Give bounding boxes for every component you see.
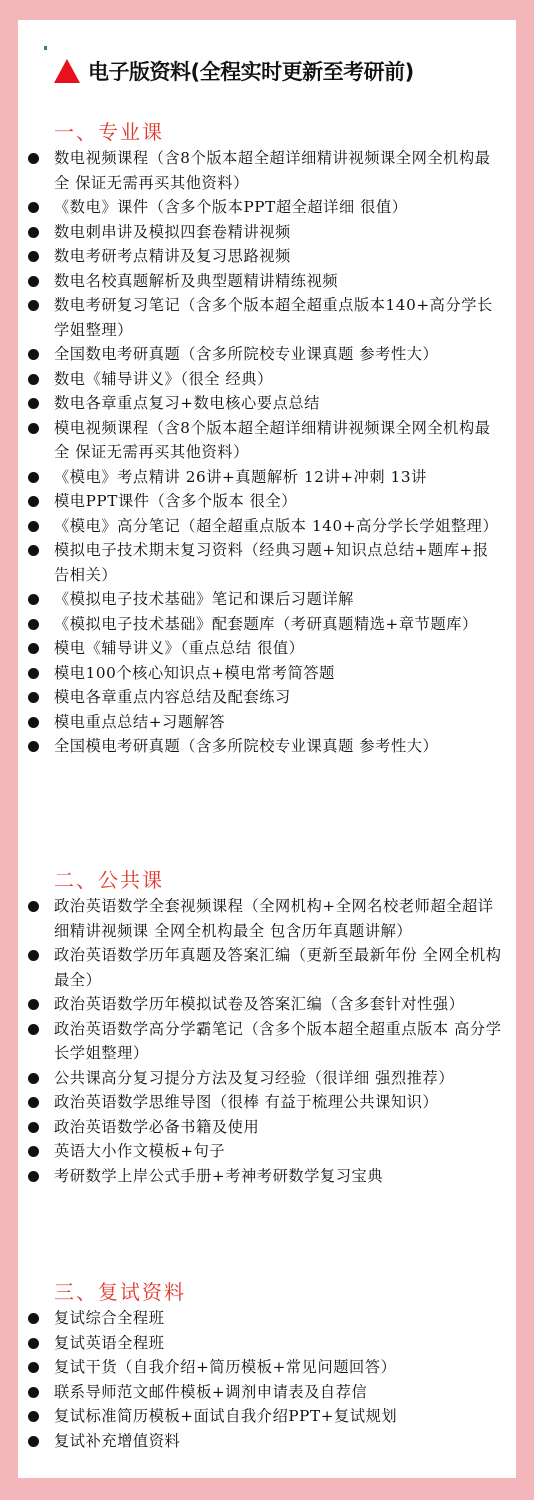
list-item-text: 政治英语数学全套视频课程（全网机构+全网名校老师超全超详细精讲视频课 全网全机构最全 包含历年真题讲解）	[54, 897, 494, 940]
list-item-text: 复试综合全程班	[54, 1309, 165, 1327]
section-public	[18, 866, 516, 1188]
bullet-dot-icon	[28, 202, 39, 213]
list-item-text: 数电刺串讲及模拟四套卷精讲视频	[54, 222, 291, 241]
bullet-dot-icon	[28, 1024, 39, 1035]
bullet-dot-icon	[28, 1362, 39, 1373]
list-item-text: 数电各章重点复习+数电核心要点总结	[54, 394, 320, 412]
list-item	[18, 416, 516, 465]
list-item-text: 数电《辅导讲义》（很全 经典）	[54, 369, 273, 388]
bullet-dot-icon	[28, 1146, 39, 1157]
list-item	[18, 1355, 516, 1380]
bullet-dot-icon	[28, 741, 39, 752]
bullet-dot-icon	[28, 1122, 39, 1133]
list-item	[18, 1066, 516, 1091]
list-item	[18, 1164, 516, 1189]
bullet-dot-icon	[28, 692, 39, 703]
list-item	[18, 391, 516, 416]
bullet-dot-icon	[28, 950, 39, 961]
list-item-text: 政治英语数学必备书籍及使用	[54, 1117, 260, 1136]
list-item-text: 全国模电考研真题（含多所院校专业课真题 参考性大）	[54, 737, 439, 755]
list-item-text: 《模电》高分笔记（超全超重点版本 140+高分学长学姐整理）	[54, 516, 499, 535]
bullet-dot-icon	[28, 901, 39, 912]
bullet-dot-icon	[28, 251, 39, 262]
list-item	[18, 1139, 516, 1164]
list-item-text: 模电《辅导讲义》（重点总结 很值）	[54, 639, 305, 657]
list-item	[18, 612, 516, 637]
list-item-text: 复试标准简历模板+面试自我介绍PPT+复试规划	[54, 1407, 398, 1425]
list-item	[18, 734, 516, 759]
bullet-dot-icon	[28, 227, 39, 238]
list-item	[18, 1331, 516, 1356]
list-item-text: 全国数电考研真题（含多所院校专业课真题 参考性大）	[54, 345, 439, 363]
list-item-text: 政治英语数学历年真题及答案汇编（更新至最新年份 全网全机构最全）	[54, 946, 502, 989]
list-item-text: 政治英语数学历年模拟试卷及答案汇编（含多套针对性强）	[54, 995, 465, 1013]
bullet-dot-icon	[28, 423, 39, 434]
bullet-dot-icon	[28, 496, 39, 507]
list-item	[18, 992, 516, 1017]
list-item	[18, 943, 516, 992]
list-item	[18, 514, 516, 539]
list-item	[18, 1380, 516, 1405]
list-item-text: 数电视频课程（含8个版本超全超详细精讲视频课全网全机构最全 保证无需再买其他资料）	[54, 149, 491, 192]
list-item	[18, 1429, 516, 1454]
list-item-text: 模拟电子技术期末复习资料（经典习题+知识点总结+题库+报告相关）	[54, 541, 489, 584]
list-item	[18, 367, 516, 392]
bullet-dot-icon	[28, 594, 39, 605]
list-item	[18, 1090, 516, 1115]
content-card	[18, 20, 516, 1478]
bullet-dot-icon	[28, 1436, 39, 1447]
bullet-dot-icon	[28, 619, 39, 630]
list-item-text: 数电考研考点精讲及复习思路视频	[54, 247, 291, 265]
list-item-text: 复试英语全程班	[54, 1333, 165, 1352]
list-item-text: 《模拟电子技术基础》笔记和课后习题详解	[54, 590, 354, 608]
bullet-dot-icon	[28, 1097, 39, 1108]
list-item	[18, 244, 516, 269]
bullet-dot-icon	[28, 349, 39, 360]
list-item-text: 《模拟电子技术基础》配套题库（考研真题精选+章节题库）	[54, 614, 478, 633]
bullet-dot-icon	[28, 276, 39, 287]
list-item	[18, 489, 516, 514]
list-item	[18, 710, 516, 735]
list-item	[18, 293, 516, 342]
list-item	[18, 661, 516, 686]
list-item-text: 英语大小作文模板+句子	[54, 1142, 226, 1160]
bullet-dot-icon	[28, 374, 39, 385]
bullet-dot-icon	[28, 999, 39, 1010]
list-item-text: 联系导师范文邮件模板+调剂申请表及自荐信	[54, 1382, 368, 1401]
bullet-dot-icon	[28, 1411, 39, 1422]
list-item	[18, 342, 516, 367]
bullet-dot-icon	[28, 1313, 39, 1324]
list-item-text: 数电考研复习笔记（含多个版本超全超重点版本140+高分学长学姐整理）	[54, 296, 493, 339]
bullet-dot-icon	[28, 153, 39, 164]
bullet-dot-icon	[28, 300, 39, 311]
bullet-dot-icon	[28, 1387, 39, 1398]
item-list	[18, 894, 516, 1188]
list-item	[18, 465, 516, 490]
bullet-dot-icon	[28, 643, 39, 654]
bullet-dot-icon	[28, 1073, 39, 1084]
list-item	[18, 1017, 516, 1066]
list-item	[18, 1306, 516, 1331]
section-heading: 一、专业课	[54, 120, 164, 144]
list-item	[18, 538, 516, 587]
list-item	[18, 685, 516, 710]
list-item-text: 政治英语数学高分学霸笔记（含多个版本超全超重点版本 高分学长学姐整理）	[54, 1019, 502, 1062]
bullet-dot-icon	[28, 1171, 39, 1182]
bullet-dot-icon	[28, 668, 39, 679]
bullet-dot-icon	[28, 1338, 39, 1349]
list-item	[18, 894, 516, 943]
item-list	[18, 1306, 516, 1453]
list-item-text: 模电各章重点内容总结及配套练习	[54, 688, 291, 706]
item-list	[18, 146, 516, 759]
list-item	[18, 1115, 516, 1140]
list-item-text: 模电视频课程（含8个版本超全超详细精讲视频课全网全机构最全 保证无需再买其他资料）	[54, 418, 491, 461]
bullet-dot-icon	[28, 545, 39, 556]
section-heading: 三、复试资料	[54, 1280, 186, 1304]
title-row	[54, 56, 414, 86]
list-item-text: 数电名校真题解析及典型题精讲精练视频	[54, 271, 339, 290]
list-item	[18, 269, 516, 294]
warning-triangle-icon	[54, 59, 80, 83]
list-item-text: 《数电》课件（含多个版本PPT超全超详细 很值）	[54, 198, 408, 216]
list-item-text: 复试干货（自我介绍+简历模板+常见问题回答）	[54, 1358, 397, 1376]
list-item	[18, 636, 516, 661]
list-item-text: 模电100个核心知识点+模电常考简答题	[54, 663, 335, 682]
list-item	[18, 1404, 516, 1429]
list-item-text: 考研数学上岸公式手册+考神考研数学复习宝典	[54, 1166, 384, 1185]
list-item	[18, 220, 516, 245]
list-item-text: 模电PPT课件（含多个版本 很全）	[54, 492, 298, 510]
bullet-dot-icon	[28, 521, 39, 532]
page-title: 电子版资料(全程实时更新至考研前)	[88, 60, 414, 84]
section-major	[18, 118, 516, 759]
section-retest	[18, 1278, 516, 1453]
list-item	[18, 195, 516, 220]
list-item-text: 模电重点总结+习题解答	[54, 712, 226, 731]
list-item-text: 《模电》考点精讲 26讲+真题解析 12讲+冲刺 13讲	[54, 467, 427, 486]
bullet-dot-icon	[28, 717, 39, 728]
bullet-dot-icon	[28, 472, 39, 483]
list-item-text: 复试补充增值资料	[54, 1431, 181, 1450]
list-item	[18, 587, 516, 612]
list-item	[18, 146, 516, 195]
bullet-dot-icon	[28, 398, 39, 409]
corner-mark	[44, 46, 47, 50]
section-heading: 二、公共课	[54, 868, 164, 892]
list-item-text: 公共课高分复习提分方法及复习经验（很详细 强烈推荐）	[54, 1068, 455, 1087]
list-item-text: 政治英语数学思维导图（很棒 有益于梳理公共课知识）	[54, 1093, 439, 1111]
